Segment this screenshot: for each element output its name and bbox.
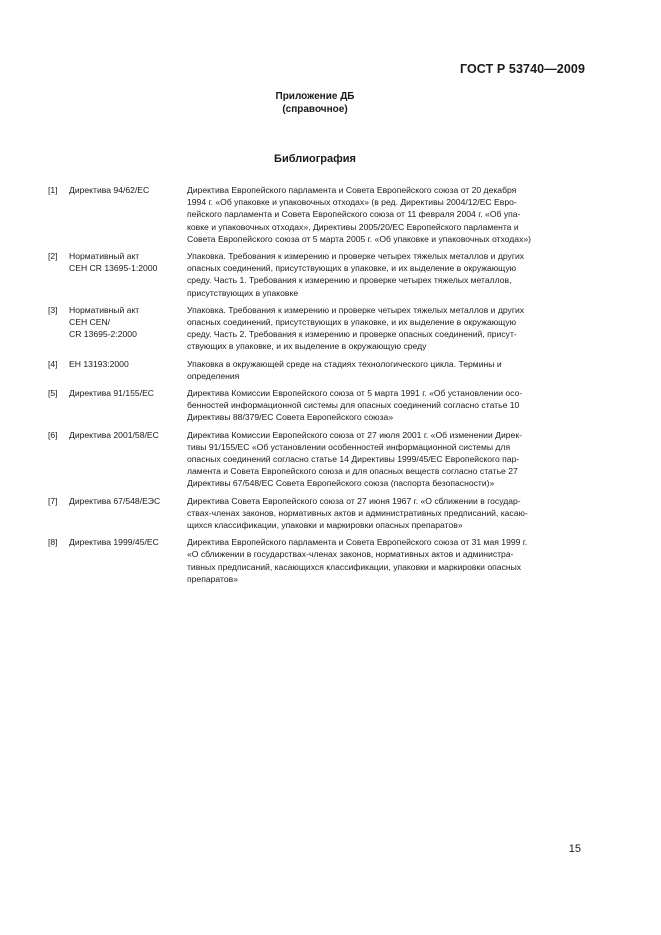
entry-document-id (69, 358, 187, 382)
description-line: Директивы 67/548/ЕС Совета Европейского союза (паспорта безопасности)» (187, 478, 495, 489)
description-line: Директива Комиссии Европейского союза от 5 марта 1991 г. «Об установлении осо- (187, 388, 523, 399)
bibliography-entry (48, 495, 586, 532)
entry-document-id (69, 429, 187, 490)
entry-number: [3] (48, 304, 58, 315)
entry-document-id (69, 184, 187, 245)
entry-description (187, 250, 586, 299)
appendix-title: Приложение ДБ (275, 91, 355, 102)
description-line: среду. Часть 2. Требования к измерению и проверке опасных соединений, присут- (187, 329, 517, 340)
bibliography-entry (48, 304, 586, 353)
description-line: ствующих в упаковке, и их выделение в окружающую среду (187, 341, 427, 352)
description-line: среду. Часть 1. Требования к измерению и проверке четырех тяжелых металлов, (187, 275, 512, 286)
appendix-subtitle: (справочное) (282, 104, 348, 115)
description-line: тивы 91/155/ЕС «Об установлении особенностей информационной системы для (187, 441, 511, 452)
description-line: ламента и Совета Европейского союза и для опасных веществ согласно статье 27 (187, 466, 518, 477)
document-id-line: ЕН 13193:2000 (69, 358, 129, 369)
description-line: ковке и упаковочных отходах», Директивы 2005/20/ЕС Европейского парламента и (187, 221, 519, 232)
description-line: бенностей информационной системы для опасных соединений согласно статье 10 (187, 400, 520, 411)
entry-description (187, 184, 586, 245)
document-id-line: CEH CR 13695-1:2000 (69, 263, 158, 274)
document-id-line: CEH CEN/ (69, 317, 111, 328)
description-line: Упаковка в окружающей среде на стадиях технологического цикла. Термины и (187, 358, 502, 369)
description-line: Упаковка. Требования к измерению и проверке четырех тяжелых металлов и других (187, 251, 525, 262)
bibliography-title: Библиография (274, 153, 356, 165)
document-id-line: Директива 91/155/ЕС (69, 388, 155, 399)
bibliography-entry (48, 184, 586, 245)
document-id-line: Нормативный акт (69, 304, 140, 315)
entry-description (187, 495, 586, 532)
entry-number: [8] (48, 537, 58, 548)
entry-number: [6] (48, 429, 58, 440)
description-line: Директива Совета Европейского союза от 27 июня 1967 г. «О сближении в государ- (187, 495, 521, 506)
document-id-line: Директива 1999/45/ЕС (69, 537, 159, 548)
entry-description (187, 304, 586, 353)
entry-description (187, 536, 586, 585)
bibliography-entry (48, 358, 586, 382)
page-number: 15 (568, 843, 581, 855)
description-line: опасных соединений, присутствующих в упаковке, и их выделение в окружающую (187, 263, 517, 274)
bibliography-entry (48, 536, 586, 585)
description-line: препаратов» (187, 573, 238, 584)
description-line: Директива Европейского парламента и Совета Европейского союза от 31 мая 1999 г. (187, 537, 528, 548)
description-line: Директива Комиссии Европейского союза от 27 июля 2001 г. «Об изменении Дирек- (187, 429, 522, 440)
entry-number: [4] (48, 358, 58, 369)
description-line: тивных предписаний, касающихся классификации, упаковки и маркировки опасных (187, 561, 522, 572)
entry-number: [2] (48, 251, 58, 262)
description-line: Директивы 88/379/ЕС Совета Европейского союза» (187, 412, 394, 423)
appendix-heading (0, 90, 630, 116)
bibliography-entry (48, 250, 586, 299)
entry-description (187, 429, 586, 490)
description-line: ствах-членах законов, нормативных актов и административных предписаний, касаю- (187, 507, 528, 518)
entry-document-id (69, 536, 187, 585)
description-line: Директива Европейского парламента и Совета Европейского союза от 20 декабря (187, 185, 517, 195)
bibliography-entry (48, 429, 586, 490)
description-line: опасных соединений, присутствующих в упаковке, и их выделение в окружающую (187, 317, 517, 328)
entry-document-id (69, 495, 187, 532)
bibliography-entry (48, 387, 586, 424)
description-line: определения (187, 370, 240, 381)
entry-document-id (69, 304, 187, 353)
entry-description (187, 387, 586, 424)
description-line: щихся классификации, упаковки и маркировки опасных препаратов» (187, 520, 463, 531)
document-id-line: Директива 94/62/ЕС (69, 185, 150, 195)
entry-document-id (69, 250, 187, 299)
entry-description (187, 358, 586, 382)
entry-number: [7] (48, 495, 58, 506)
document-id-line: CR 13695-2:2000 (69, 329, 137, 340)
document-id-line: Нормативный акт (69, 251, 140, 262)
entry-document-id (69, 387, 187, 424)
description-line: 1994 г. «Об упаковке и упаковочных отходах» (в ред. Директивы 2004/12/ЕС Евро- (187, 197, 517, 208)
entry-number: [1] (48, 185, 58, 195)
description-line: опасных соединений согласно статье 14 Директивы 1999/45/ЕС Европейского пар- (187, 454, 520, 465)
bibliography-list (48, 184, 586, 590)
description-line: пейского парламента и Совета Европейского союза от 11 февраля 2004 г. «Об упа- (187, 209, 521, 220)
standard-code: ГОСТ Р 53740—2009 (459, 62, 585, 76)
description-line: «О сближении в государствах-членах законов, нормативных актов и администра- (187, 549, 514, 560)
description-line: Совета Европейского союза от 5 марта 2005 г. «Об упаковке и упаковочных отходах») (187, 233, 532, 244)
entry-number: [5] (48, 388, 58, 399)
document-id-line: Директива 2001/58/ЕС (69, 429, 159, 440)
description-line: присутствующих в упаковке (187, 287, 299, 298)
document-id-line: Директива 67/548/ЕЭС (69, 495, 161, 506)
description-line: Упаковка. Требования к измерению и проверке четырех тяжелых металлов и других (187, 304, 525, 315)
